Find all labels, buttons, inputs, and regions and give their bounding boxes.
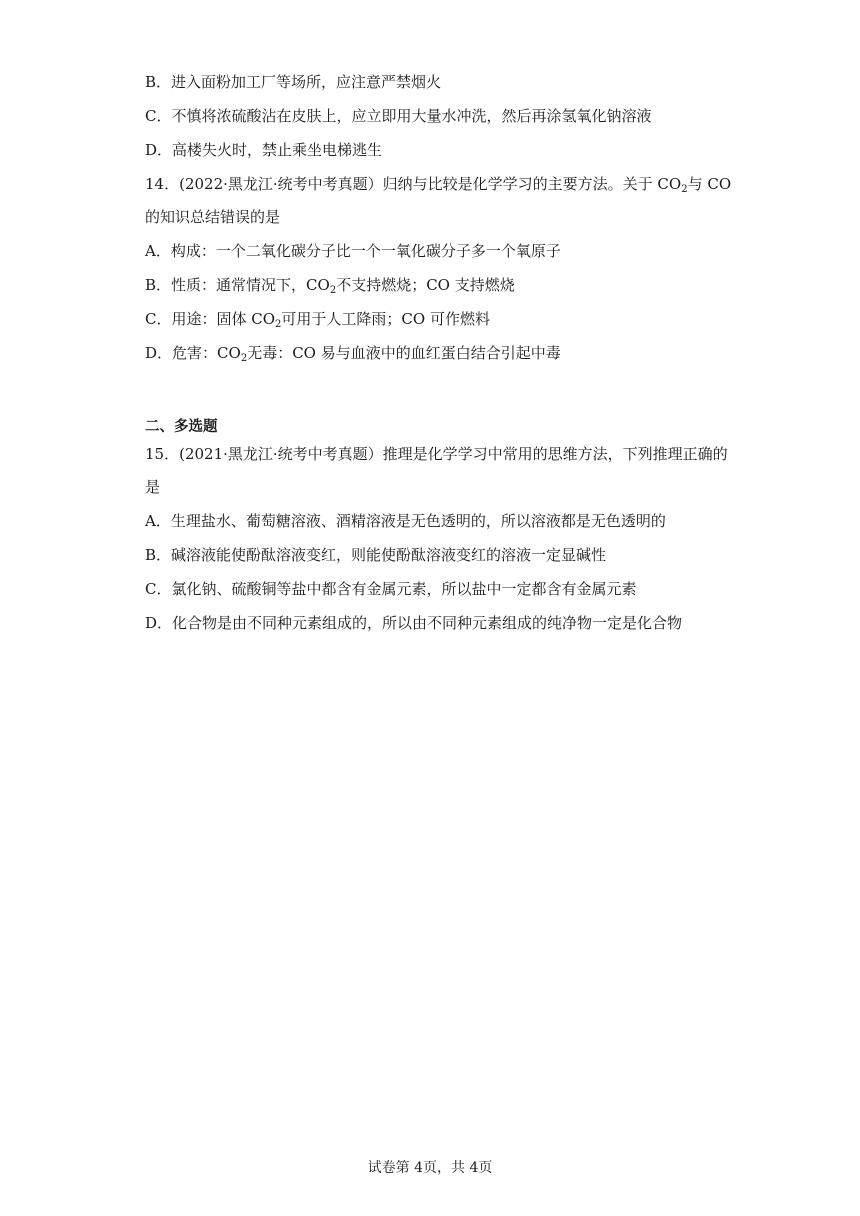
q15-stem-line1: 15．(2021·黑龙江·统考中考真题）推理是化学学习中常用的思维方法，下列推理正确的 <box>145 445 728 463</box>
q14-option-a: A．构成：一个二氧化碳分子比一个一氧化碳分子多一个氧原子 <box>145 242 561 260</box>
q14-option-c-subscript: 2 <box>275 319 282 330</box>
q15-option-b: B．碱溶液能使酚酞溶液变红，则能使酚酞溶液变红的溶液一定显碱性 <box>145 546 607 564</box>
section-heading-multiple-choice: 二、多选题 <box>145 419 218 435</box>
q14-option-c <box>145 309 490 329</box>
q14-stem-subscript: 2 <box>681 184 688 195</box>
q14-option-b-subscript: 2 <box>329 285 337 296</box>
page-footer: 试卷第 4页，共 4页 <box>367 1160 493 1176</box>
q15-stem-line2: 是 <box>145 478 161 496</box>
q14-option-d <box>145 343 561 363</box>
q15-option-c: C．氯化钠、硫酸铜等盐中都含有金属元素，所以盐中一定都含有金属元素 <box>145 580 637 598</box>
q14-option-c-text-end: 可用于人工降雨；CO 可作燃料 <box>281 310 490 328</box>
q14-stem-text: 14．(2022·黑龙江·统考中考真题）归纳与比较是化学学习的主要方法。关于 CO <box>145 175 682 193</box>
q13-option-c: C．不慎将浓硫酸沾在皮肤上，应立即用大量水冲洗，然后再涂氢氧化钠溶液 <box>145 107 652 125</box>
q14-option-b-text: B．性质：通常情况下，CO <box>145 276 330 294</box>
q13-option-d: D．高楼失火时，禁止乘坐电梯逃生 <box>145 141 383 159</box>
q13-option-b: B．进入面粉加工厂等场所，应注意严禁烟火 <box>145 73 442 91</box>
q14-option-b <box>145 275 515 295</box>
q14-stem-line2: 的知识总结错误的是 <box>145 208 281 226</box>
q14-stem-line1 <box>145 174 731 194</box>
q14-option-d-text: D．危害：CO <box>145 344 241 362</box>
q15-option-a: A．生理盐水、葡萄糖溶液、酒精溶液是无色透明的，所以溶液都是无色透明的 <box>145 512 666 530</box>
q14-stem-text-end: 与 CO <box>687 175 732 193</box>
q14-option-d-subscript: 2 <box>240 353 248 364</box>
q14-option-b-text-end: 不支持燃烧；CO 支持燃烧 <box>336 276 515 294</box>
q14-option-d-text-end: 无毒：CO 易与血液中的血红蛋白结合引起中毒 <box>247 344 561 362</box>
q15-option-d: D．化合物是由不同种元素组成的，所以由不同种元素组成的纯净物一定是化合物 <box>145 614 683 632</box>
q14-option-c-text: C．用途：固体 CO <box>145 310 276 328</box>
